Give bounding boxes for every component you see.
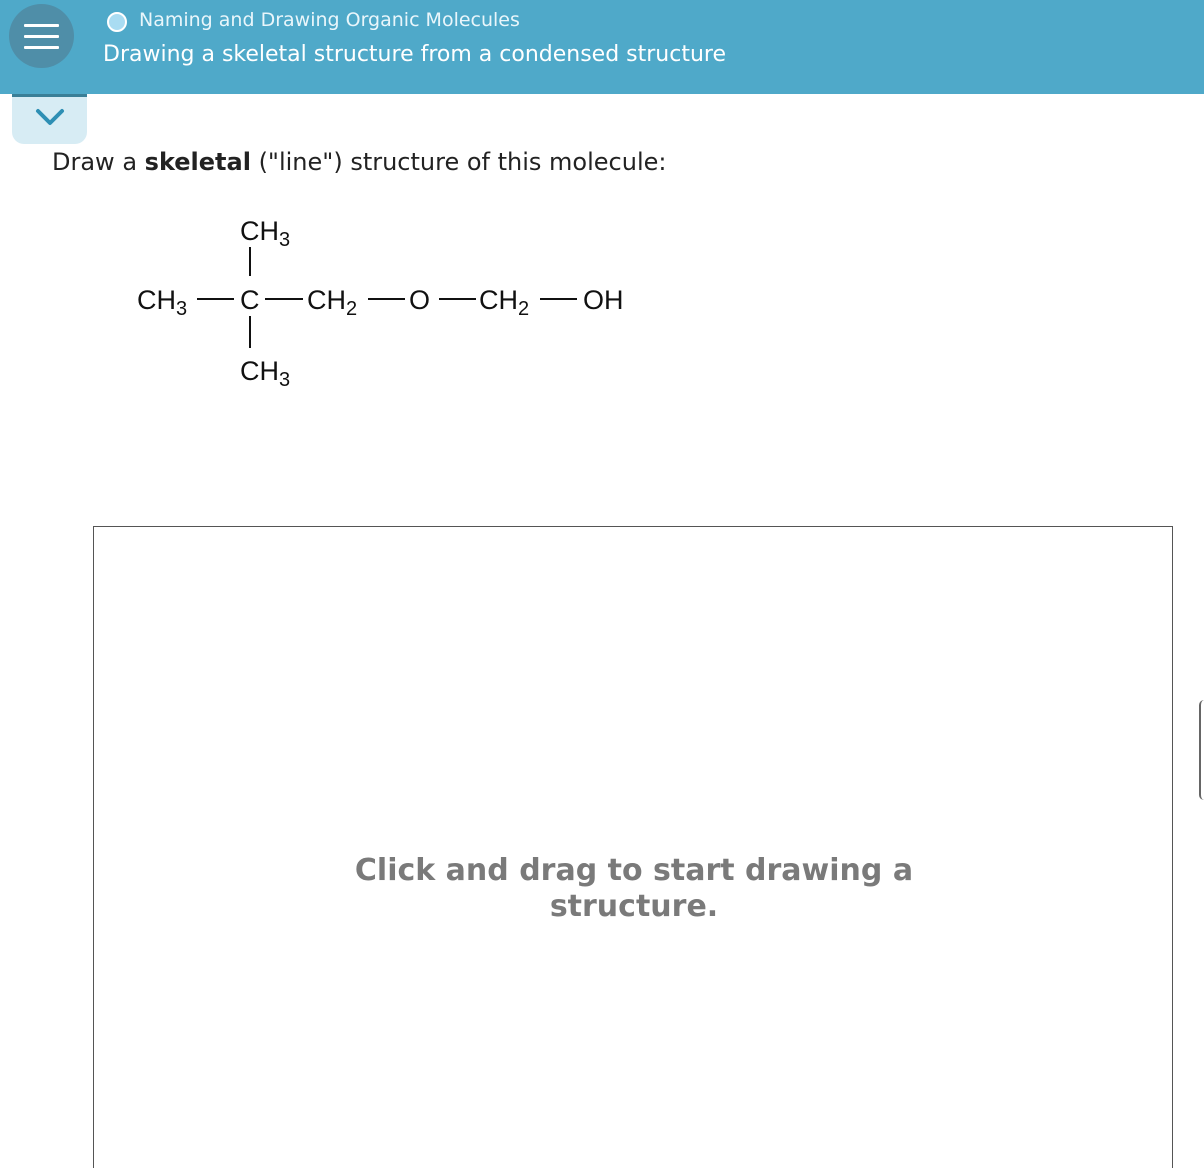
menu-button[interactable] [9, 4, 74, 68]
bottom-methyl-group: $CH_3$ [240, 356, 291, 391]
ether-oxygen: O [409, 285, 431, 315]
canvas-hint-line1: Click and drag to start drawing a [354, 853, 914, 888]
prompt-text-before: Draw a [52, 148, 145, 176]
progress-status-dot-icon [107, 12, 127, 32]
question-prompt [52, 148, 666, 176]
quaternary-carbon: C [240, 285, 260, 315]
prompt-text-after: ("line") structure of this molecule: [250, 148, 667, 176]
left-methyl-group: $CH_3$ [137, 285, 188, 320]
collapse-button[interactable] [12, 94, 87, 144]
canvas-hint-line2: structure. [549, 889, 719, 924]
top-methyl-group: $CH_3$ [240, 216, 291, 251]
topic-label: Naming and Drawing Organic Molecules [139, 9, 520, 31]
side-panel-edge[interactable] [1199, 700, 1204, 800]
chevron-down-icon [35, 106, 65, 128]
hydroxyl-group: OH [583, 285, 624, 315]
collapse-button-divider [12, 94, 87, 97]
first-methylene-group: $CH_2$ [307, 285, 358, 320]
page-title: Drawing a skeletal structure from a condensed structure [103, 42, 726, 67]
header-bar [0, 0, 1204, 94]
condensed-structure-diagram [0, 190, 700, 410]
canvas-hint [94, 853, 1174, 925]
prompt-bold-term: skeletal [144, 148, 251, 176]
drawing-canvas[interactable] [93, 526, 1173, 1168]
second-methylene-group: $CH_2$ [479, 285, 530, 320]
